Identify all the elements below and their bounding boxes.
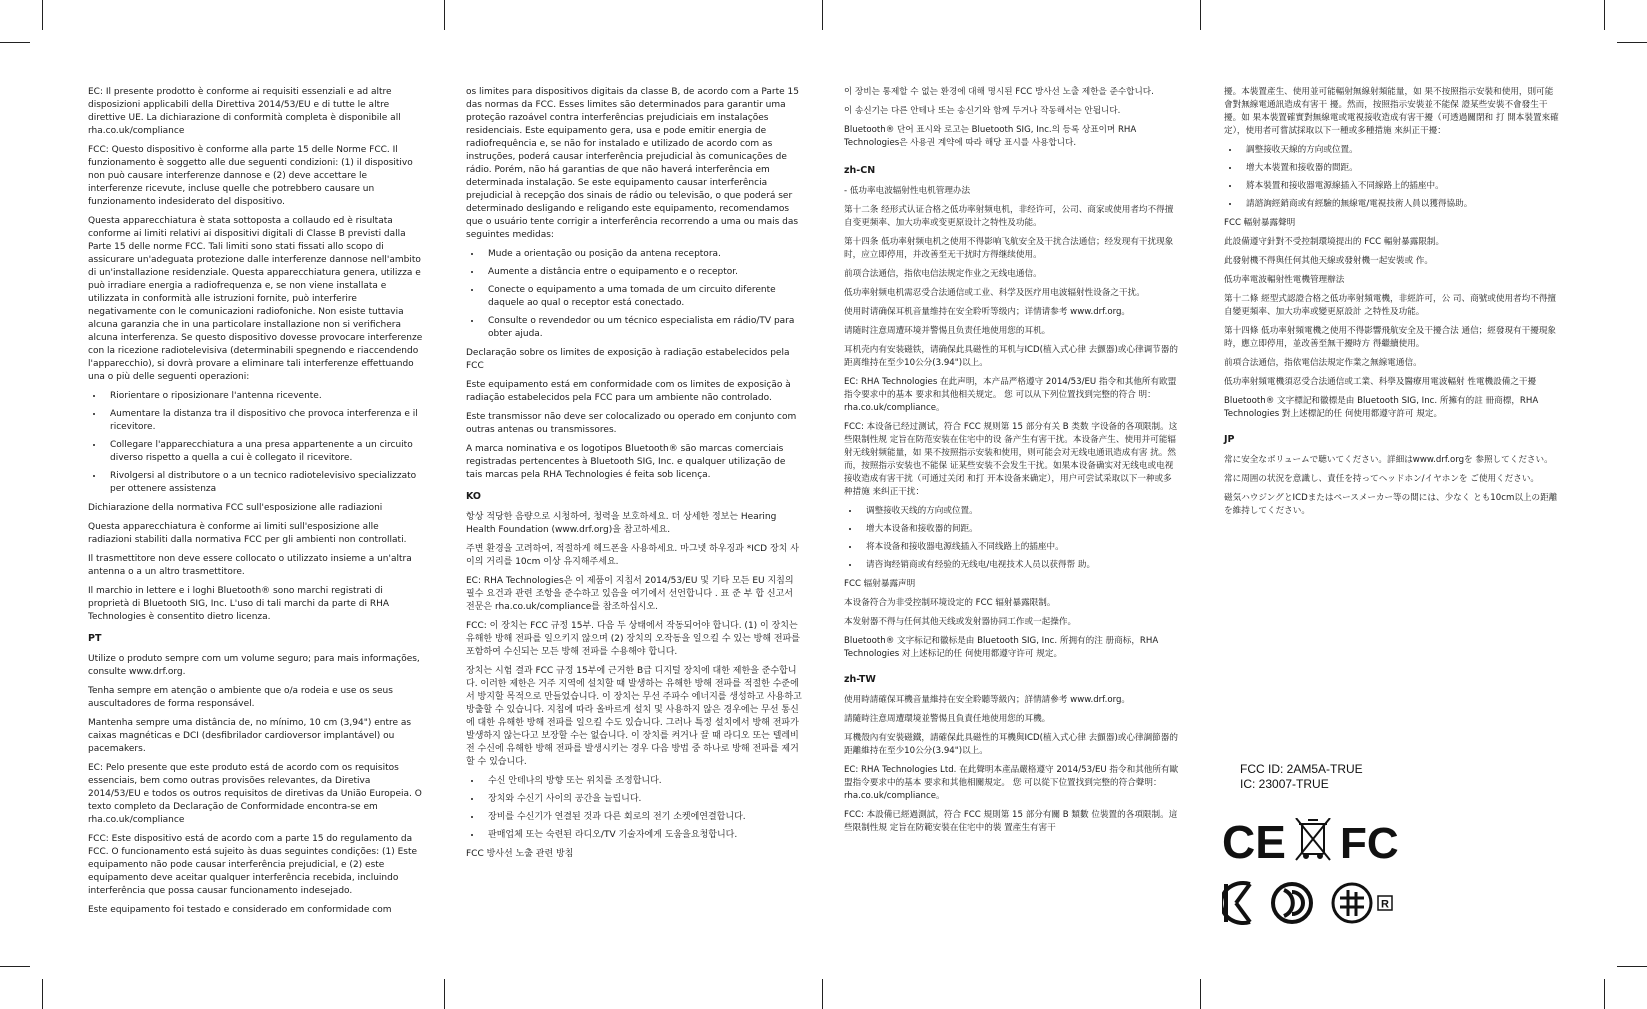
paragraph: 耳机壳内有安装磁铁，请确保此具磁性的耳机与ICD(植入式心律 去颤器)或心律调节器的距离维持在至少10公分(3.94")以上。	[844, 345, 1178, 368]
crop-mark	[1604, 0, 1605, 30]
paragraph: EC: Pelo presente que este produto está de acordo com os requisitos essenciais, bem como outras provisões relevantes, da Diretiva 2014/53/EU e todos os outros requisitos de diretivas da União Europeia. O texto completo da Declaração de Conformidade encontra-se em rha.co.uk/compliance	[88, 763, 422, 825]
paragraph: 此發射機不得與任何其他天線或發射機一起安裝或 作。	[1224, 256, 1433, 266]
list-item: • 將本裝置和接收器電源線插入不同線路上的插座中。	[1240, 180, 1559, 193]
list-item: • Aumentare la distanza tra il dispositivo che provoca interferenza e il ricevitore.	[104, 408, 424, 434]
paragraph: FCC 輻射暴露聲明	[1224, 218, 1296, 228]
paragraph: 磁気ハウジングとICDまたはペースメーカー等の間には、少なく とも10cm以上の距離を維持してください。	[1224, 493, 1558, 516]
list-item: • 調整接收天線的方向或位置。	[1240, 144, 1559, 157]
paragraph: 第十四条 低功率射频电机之使用不得影响飞航安全及干扰合法通信；经发现有干扰现象时，应立即停用，并改善至无干扰时方得继续使用。	[844, 237, 1174, 260]
list-item: • 장비를 수신기가 연결된 것과 다른 회로의 전기 소켓에연결합니다.	[482, 811, 802, 824]
crop-mark	[0, 42, 30, 43]
paragraph: Este transmissor não deve ser colocalizado ou operado em conjunto com outras antenas ou transmissores.	[466, 412, 797, 435]
paragraph: 本设备符合为非受控制环境设定的 FCC 辐射暴露限制。	[844, 598, 1056, 608]
paragraph: 请随时注意周遭环境并警惕且负责任地使用您的耳机。	[844, 326, 1051, 336]
paragraph: FCC: Este dispositivo está de acordo com a parte 15 do regulamento da FCC. O funcionamento está sujeito às duas seguintes condições: (1) Este equipamento não pode causar interferência prejudicial, e (2) este equipamento deve aceitar qualquer interferência recebida, incluindo interferência que possa causar funcionamento indesejado.	[88, 834, 418, 896]
paragraph: FCC: Questo dispositivo è conforme alla parte 15 delle Norme FCC. Il funzionamento è soggetto alle due seguenti condizioni: (1) il dispositivo non può causare interferenze dannose e (2) deve accettare le interferenze ricevute, incluse quelle che potrebbero causare un funzionamento indesiderato del dispositivo.	[88, 145, 413, 207]
paragraph: Bluetooth® 文字標記和徽標是由 Bluetooth SIG, Inc. 所擁有的註 冊商標，RHA Technologies 對上述標記的任 何使用都遵守許可 規定。	[1224, 396, 1539, 419]
japan-telec-mark-icon	[1333, 884, 1371, 922]
paragraph: 擾。本裝置產生、使用並可能輻射無線射頻能量，如 果不按照指示安裝和使用，則可能會對無線電通訊造成有害干 擾。然而，按照指示安裝並不能保 證某些安裝不會發生干擾。如 果本裝置確實對無線電或電視接收造成有害干擾（可透過關閉和 打 開本裝置來確定），使用者可嘗試採取以下一種或多種措施 來糾正干擾：	[1224, 87, 1559, 136]
paragraph: 항상 적당한 음량으로 시청하여, 청력을 보호하세요. 더 상세한 정보는 Hearing Health Foundation (www.drf.org)을 참고하세요.	[466, 512, 777, 535]
paragraph: FCC: 本设备已经过测试，符合 FCC 规则第 15 部分有关 B 类数 字设备的各项限制。这些限制性规 定旨在防范安装在住宅中的设 备产生有害干扰。本设备产生、使用并可能辐射无线射频能量，如 果不按照指示安装和使用，则可能会对无线电通讯造成有害 扰。然而，按照指示安装也不能保 证某些安装不会发生干扰。如果本设备确实对无线电或电视接收造成有害干扰（可通过关闭 和打 开本设备来确定），用户可尝试采取以下一种或多种措施 来纠正干扰：	[844, 422, 1178, 497]
bullet-list	[466, 775, 802, 842]
crop-mark	[1617, 966, 1647, 967]
paragraph: Il trasmettitore non deve essere collocato o utilizzato insieme a un'altra antenna o a un altro trasmettitore.	[88, 554, 412, 577]
list-item: • 请咨询经销商或有经验的无线电/电视技术人员以获得帮 助。	[860, 559, 1180, 572]
certification-ids	[1240, 762, 1363, 792]
paragraph: FCC 辐射暴露声明	[844, 579, 916, 589]
paragraph: Bluetooth® 단어 표시와 로고는 Bluetooth SIG, Inc.의 등록 상표이며 RHA Technologies은 사용권 계약에 따라 해당 표시를 사용합니다.	[844, 125, 1137, 148]
bullet-list	[1224, 144, 1559, 211]
paragraph: EC: RHA Technologies은 이 제품이 지침서 2014/53/EU 및 기타 모든 EU 지침의 필수 요건과 관련 조항을 준수하고 있음을 여기에서 선언합니다 . 표 준 부 합 신고서 전문은 rha.co.uk/compliance를 참조하십시오.	[466, 576, 794, 612]
section-heading: zh-TW	[844, 674, 876, 685]
ce-mark-icon	[1222, 818, 1286, 868]
paragraph: Utilize o produto sempre com um volume seguro; para mais informações, consulte www.drf.org.	[88, 654, 420, 677]
paragraph: 第十二條 經型式認證合格之低功率射頻電機，非經許可，公 司、商號或使用者均不得擅自變更頻率、加大功率或變更原設計 之特性及功能。	[1224, 294, 1557, 317]
paragraph: 이 송신기는 다른 안테나 또는 송신기와 함께 두거나 작동해서는 안됩니다.	[844, 106, 1121, 116]
column-chinese-japanese	[1224, 86, 1559, 524]
bullet-list	[466, 248, 802, 341]
paragraph: FCC: 本設備已經過測試，符合 FCC 規則第 15 部分有關 B 類數 位裝置的各項限制。這些限制性規 定旨在防範安裝在住宅中的裝 置產生有害干	[844, 810, 1178, 833]
paragraph: 使用時請確保耳機音量維持在安全聆聽等級內；詳情請參考 www.drf.org。	[844, 695, 1131, 705]
crop-mark	[42, 0, 43, 30]
kc-mark-icon	[1222, 883, 1250, 923]
paragraph: 常に周囲の状況を意識し、責任を持ってヘッドホン/イヤホンを ご使用ください。	[1224, 474, 1540, 484]
column-italian-portuguese	[88, 86, 424, 923]
fold-mark	[1200, 979, 1201, 1009]
list-item: • Aumente a distância entre o equipamento e o receptor.	[482, 266, 802, 279]
paragraph: Tenha sempre em atenção o ambiente que o/a rodeia e use os seus auscultadores de forma responsável.	[88, 686, 393, 709]
list-item: • 請諮詢經銷商或有經驗的無線電/電視技術人員以獲得協助。	[1240, 198, 1559, 211]
list-item: • 调整接收天线的方向或位置。	[860, 505, 1180, 518]
list-item: • Consulte o revendedor ou um técnico especialista em rádio/TV para obter ajuda.	[482, 315, 802, 341]
list-item: • 将本设备和接收器电源线插入不同线路上的插座中。	[860, 541, 1180, 554]
section-heading: KO	[466, 491, 482, 502]
paragraph: FCC: 이 장치는 FCC 규정 15부. 다음 두 상태에서 작동되어야 합니다. (1) 이 장치는 유해한 방해 전파를 일으키지 않으며 (2) 장치의 오작동을 일으킬 수 있는 방해 전파를 포함하여 수신되는 모든 방해 전파를 수용해야 합니다.	[466, 621, 800, 657]
paragraph: EC: RHA Technologies 在此声明，本产品严格遵守 2014/53/EU 指令和其他所有欧盟指令要求中的基本 要求和其他相关规定。 您 可以从下列位置找到完整的符合 明： rha.co.uk/compliance。	[844, 377, 1177, 413]
certification-marks	[1222, 818, 1522, 938]
paragraph: 耳機殼內有安裝磁鐵，請確保此具磁性的耳機與ICD(植入式心律 去顫器)或心律調節器的距離維持在至少10公分(3.94")以上。	[844, 733, 1178, 756]
bullet-list	[88, 390, 424, 496]
paragraph: - 低功率电波辐射性电机管理办法	[844, 186, 971, 196]
bullet-list	[844, 505, 1180, 572]
ce-mark-text: CE	[1222, 818, 1286, 868]
paragraph: Bluetooth® 文字标记和徽标是由 Bluetooth SIG, Inc. 所拥有的注 册商标，RHA Technologies 对上述标记的任 何使用都遵守许可 规定。	[844, 636, 1159, 659]
fold-mark	[444, 0, 445, 30]
paragraph: 低功率電波輻射性電機管理辦法	[1224, 275, 1345, 285]
list-item: • Mude a orientação ou posição da antena receptora.	[482, 248, 802, 261]
paragraph: 前项合法通信，指依电信法规定作业之无线电通信。	[844, 269, 1042, 279]
paragraph: Este equipamento está em conformidade com os limites de exposição à radiação estabelecidos pela FCC para um ambiente não controlado.	[466, 380, 791, 403]
paragraph: 使用时请确保耳机音量维持在安全聆听等级内；详情请参考 www.drf.org。	[844, 307, 1131, 317]
paragraph: EC: Il presente prodotto è conforme ai requisiti essenziali e ad altre disposizioni applicabili della Direttiva 2014/53/EU e di tutte le altre direttive UE. La dichiarazione di conformità completa è disponibile all rha.co.uk/compliance	[88, 87, 401, 136]
fcc-mark-text: FC	[1340, 819, 1399, 868]
crop-mark	[1617, 42, 1647, 43]
r-mark-text: R	[1381, 898, 1389, 911]
paragraph: A marca nominativa e os logotipos Bluetooth® são marcas comerciais registradas pertencentes à Bluetooth SIG, Inc. e qualquer utilização de tais marcas pela RHA Technologies é feita sob licença.	[466, 444, 786, 480]
list-item: • Collegare l'apparecchiatura a una presa appartenente a un circuito diverso rispetto a quella a cui è collegato il ricevitore.	[104, 439, 424, 465]
fcc-mark-icon	[1340, 819, 1399, 868]
paragraph: Este equipamento foi testado e considerado em conformidade com	[88, 905, 392, 915]
paragraph: Il marchio in lettere e i loghi Bluetooth® sono marchi registrati di proprietà di Bluetooth SIG, Inc. L'uso di tali marchi da parte di RHA Technologies è consentito dietro licenza.	[88, 586, 390, 622]
paragraph: Questa apparecchiatura è conforme ai limiti sull'esposizione alle radiazioni stabiliti dalla normativa FCC per gli ambienti non controllati.	[88, 522, 407, 545]
section-heading: zh-CN	[844, 165, 876, 176]
paragraph: 低功率射频电机需忍受合法通信或工业、科学及医疗用电波辐射性设备之干扰。	[844, 288, 1145, 298]
weee-bin-icon	[1296, 818, 1330, 860]
paragraph: 장치는 시험 결과 FCC 규정 15부에 근거한 B급 디지털 장치에 대한 제한을 준수합니다. 이러한 제한은 거주 지역에 설치할 때 발생하는 유해한 방해 전파를 적절한 수준에서 방지할 목적으로 만들었습니다. 이 장치는 무선 주파수 에너지를 생성하고 사용하고 방출할 수 있습니다. 지침에 따라 올바르게 설치 및 사용하지 않은 경우에는 무선 통신에 대한 유해한 방해 전파를 일으킬 수도 있습니다. 그러나 특정 설치에서 방해 전파가 발생하지 않는다고 보장할 수는 없습니다. 이 장치를 켜거나 끌 때 라디오 또는 텔레비전 수신에 유해한 방해 전파를 발생시키는 경우 다음 방법 중 하나로 방해 전파를 제거할 수 있습니다.	[466, 666, 802, 767]
list-item: • Conecte o equipamento a uma tomada de um circuito diferente daquele ao qual o receptor está conectado.	[482, 284, 802, 310]
list-item: • Riorientare o riposizionare l'antenna ricevente.	[104, 390, 424, 403]
column-portuguese-korean	[466, 86, 802, 867]
paragraph: EC: RHA Technologies Ltd. 在此聲明本產品嚴格遵守 2014/53/EU 指令和其他所有歐盟指令要求中的基本 要求和其他相關規定。 您 可以從下位置找到完整的符合聲明：rha.co.uk/compliance。	[844, 765, 1179, 801]
list-item: • 장치와 수신기 사이의 공간을 늘립니다.	[482, 793, 802, 806]
paragraph: Mantenha sempre uma distância de, no mínimo, 10 cm (3,94") entre as caixas magnéticas e DCI (desfibrilador cardioversor implantável) ou pacemakers.	[88, 718, 412, 754]
rcm-mark-icon	[1273, 884, 1311, 922]
list-item: • 增大本裝置和接收器的間距。	[1240, 162, 1559, 175]
paragraph: 常に安全なボリュームで聴いてください。詳細はwww.drf.orgを 参照してください。	[1224, 455, 1553, 465]
crop-mark	[0, 966, 30, 967]
list-item: • 수신 안테나의 방향 또는 위치를 조정합니다.	[482, 775, 802, 788]
section-heading: PT	[88, 633, 102, 644]
paragraph: 第十二条 经形式认证合格之低功率射频电机，非经许可，公司、商家或使用者均不得擅自变更频率、加大功率或变更原设计之特性及功能。	[844, 205, 1174, 228]
section-heading: JP	[1224, 434, 1235, 445]
paragraph: 低功率射頻電機須忍受合法通信或工業、科學及醫療用電波輻射 性電機設備之干擾	[1224, 377, 1537, 387]
paragraph: 前項合法通信，指依電信法規定作業之無線電通信。	[1224, 358, 1422, 368]
fold-mark	[1200, 0, 1201, 30]
paragraph: 此設備遵守針對不受控制環境提出的 FCC 輻射暴露限制。	[1224, 237, 1445, 247]
list-item: • 增大本设备和接收器的间距。	[860, 523, 1180, 536]
fold-mark	[444, 979, 445, 1009]
paragraph: FCC 방사선 노출 관련 방침	[466, 849, 574, 859]
paragraph: Dichiarazione della normativa FCC sull'esposizione alle radiazioni	[88, 503, 383, 513]
r-mark-icon	[1378, 896, 1392, 911]
crop-mark	[42, 979, 43, 1009]
paragraph: 請隨時注意周遭環境並警惕且負責任地使用您的耳機。	[844, 714, 1051, 724]
paragraph: 本发射器不得与任何其他天线或发射器协同工作或一起操作。	[844, 617, 1077, 627]
paragraph: 第十四條 低功率射頻電機之使用不得影響飛航安全及干擾合法 通信；經發現有干擾現象時，應立即停用，並改善至無干擾時方 得繼續使用。	[1224, 326, 1557, 349]
paragraph: os limites para dispositivos digitais da classe B, de acordo com a Parte 15 das normas da FCC. Esses limites são determinados para garantir uma proteção razoável contra interferências prejudiciais em instalações residenciais. Este equipamento gera, usa e pode emitir energia de radiofrequência e, se não for instalado e utilizado de acordo com as instruções, poderá causar interferência prejudicial às comunicações de rádio. Porém, não há garantias de que não haverá interferência em determinada instalação. Se este equipamento causar interferência prejudicial à recepção dos sinais de rádio ou televisão, o que poderá ser determinado desligando e religando este equipamento, recomendamos que o usuário tente corrigir a interferência recorrendo a uma ou mais das seguintes medidas:	[466, 87, 799, 240]
ic-id: IC: 23007-TRUE	[1240, 777, 1329, 791]
list-item: • 판매업체 또는 숙련된 라디오/TV 기술자에게 도움을요청합니다.	[482, 829, 802, 842]
crop-mark	[1604, 979, 1605, 1009]
paragraph: 주변 환경을 고려하여, 적절하게 헤드폰을 사용하세요. 마그넷 하우징과 *ICD 장치 사이의 거리를 10cm 이상 유지해주세요.	[466, 544, 799, 567]
fcc-id: FCC ID: 2AM5A-TRUE	[1240, 762, 1363, 776]
fold-mark	[822, 979, 823, 1009]
paragraph: Questa apparecchiatura è stata sottoposta a collaudo ed è risultata conforme ai limiti relativi ai dispositivi digitali di Classe B previsti dalla Parte 15 delle norme FCC. Tali limiti sono stati fissati allo scopo di assicurare un'adeguata protezione dalle interferenze dannose nell'ambito di un'installazione residenziale. Questa apparecchiatura genera, utilizza e può irradiare energia a radiofrequenza e, se non viene installata e utilizzata in conformità alle istruzioni fornite, può interferire negativamente con le comunicazioni radiofoniche. Non esiste tuttavia alcuna garanzia che in una particolare installazione non si verifichera alcuna interferenza. Se questo dispositivo dovesse provocare interferenze con la ricezione radiotelevisiva (determinabili spegnendo e riaccendendo l'apparecchio), si dovrà provare a eliminare tali interferenze effettuando una o più delle seguenti operazioni:	[88, 216, 423, 382]
paragraph: 이 장비는 통제할 수 없는 환경에 대해 명시된 FCC 방사선 노출 제한을 준수합니다.	[844, 87, 1154, 97]
fold-mark	[822, 0, 823, 30]
paragraph: Declaração sobre os limites de exposição à radiação estabelecidos pela FCC	[466, 348, 790, 371]
list-item: • Rivolgersi al distributore o a un tecnico radiotelevisivo specializzato per ottenere assistenza	[104, 470, 424, 496]
column-korean-chinese	[844, 86, 1180, 841]
